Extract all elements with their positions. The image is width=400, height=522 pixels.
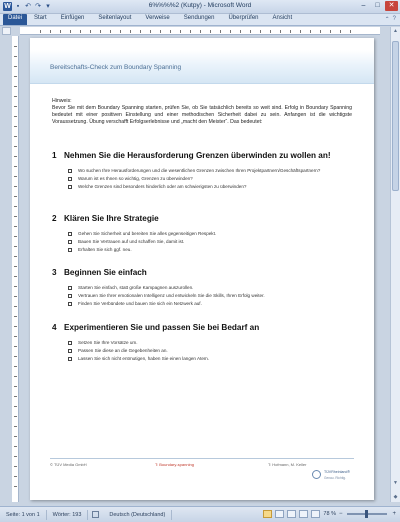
status-page[interactable]: Seite: 1 von 1 [0, 510, 47, 520]
hinweis-label: Hinweis: [52, 98, 72, 104]
customize-toolbar-icon[interactable]: ▾ [46, 2, 50, 10]
footer-copyright: © TÜV Media GmbH [50, 462, 87, 467]
footer-link[interactable]: T: Boundary-spanning [155, 462, 194, 467]
checkbox-icon[interactable] [68, 185, 72, 189]
checklist-item: Welche Grenzen sind besonders hinderlich oder am schwierigsten zu überwinden? [68, 184, 352, 190]
quick-access-toolbar [0, 2, 52, 11]
scroll-down-icon[interactable]: ▼ [393, 480, 398, 486]
ruler-toggle-button[interactable] [2, 27, 11, 35]
proofing-icon[interactable] [92, 511, 99, 518]
seal-line1: TÜVRheinland® [324, 470, 351, 474]
tuv-logo-icon [312, 470, 321, 479]
checklist-item: Gehen Sie Sicherheit und bereiten Sie alles gegenseitigen Respekt. [68, 231, 352, 237]
checkbox-icon[interactable] [68, 341, 72, 345]
checklist-item: Finden Sie Verbündete und bauen Sie sich ein Netzwerk auf. [68, 301, 352, 307]
document-title: Bereitschafts-Check zum Boundary Spanning [50, 64, 182, 71]
checkbox-icon[interactable] [68, 294, 72, 298]
window-title: 6%%%%2 (Kutpy) - Microsoft Word [148, 2, 252, 9]
page-footer [50, 458, 354, 498]
section-title: Beginnen Sie einfach [64, 268, 147, 277]
tab-ueberpruefen[interactable]: Überprüfen [228, 15, 259, 21]
title-bar [0, 0, 400, 14]
help-icon[interactable]: ? [392, 16, 396, 22]
vertical-ruler[interactable] [12, 36, 19, 502]
section-number: 1 [52, 151, 57, 160]
undo-icon[interactable]: ↶ [25, 2, 31, 10]
vertical-scrollbar[interactable] [390, 27, 400, 502]
word-app-icon[interactable]: W [4, 3, 11, 10]
scroll-thumb[interactable] [392, 41, 399, 191]
footer-divider [50, 458, 354, 459]
scroll-up-icon[interactable]: ▲ [393, 28, 398, 34]
checklist-item: Bauen Sie Vertrauen auf und schaffen Sie, damit ist. [68, 239, 352, 245]
maximize-button[interactable]: □ [375, 2, 380, 9]
page-nav-icon[interactable]: ◆ [393, 494, 398, 500]
tab-datei[interactable]: Datei [3, 14, 27, 25]
section-1 [52, 151, 352, 192]
ribbon-controls [385, 16, 396, 23]
checkbox-icon[interactable] [68, 177, 72, 181]
checkbox-icon[interactable] [68, 286, 72, 290]
checklist-item: Lassen Sie sich nicht entmutigen, haben Sie einen langen Atem. [68, 356, 352, 362]
section-4 [52, 323, 352, 364]
footer-author: T: Hofmann, M. Keller [268, 462, 307, 467]
ruler-ticks [14, 46, 17, 492]
draft-view-icon[interactable] [311, 510, 320, 518]
checkbox-icon[interactable] [68, 169, 72, 173]
tab-ansicht[interactable]: Ansicht [272, 15, 293, 21]
status-language[interactable]: Deutsch (Deutschland) [103, 510, 172, 520]
tab-start[interactable]: Start [34, 15, 47, 21]
zoom-in-icon[interactable]: + [392, 511, 396, 517]
web-layout-view-icon[interactable] [287, 510, 296, 518]
tab-einfuegen[interactable]: Einfügen [60, 15, 85, 21]
full-screen-view-icon[interactable] [275, 510, 284, 518]
section-number: 3 [52, 268, 57, 277]
checklist-item: Erhalten Sie sich ggf. neu. [68, 247, 352, 253]
horizontal-ruler[interactable] [20, 27, 380, 35]
checkbox-icon[interactable] [68, 357, 72, 361]
section-number: 4 [52, 323, 57, 332]
ruler-ticks [40, 30, 360, 33]
checklist-item: Warum ist es Ihnen so wichtig, Grenzen zu überwinden? [68, 176, 352, 182]
checklist-item: Setzen Sie Ihre Vorsätze um. [68, 340, 352, 346]
zoom-slider[interactable] [347, 513, 387, 515]
tab-sendungen[interactable]: Sendungen [183, 15, 215, 21]
zoom-level[interactable]: 78 % [323, 511, 336, 517]
section-heading [52, 268, 352, 277]
checklist-item: Passen Sie diese an die Gegebenheiten an. [68, 348, 352, 354]
hinweis-block [52, 98, 352, 125]
checkbox-icon[interactable] [68, 302, 72, 306]
section-heading [52, 214, 352, 223]
checkbox-icon[interactable] [68, 349, 72, 353]
minimize-button[interactable]: – [361, 2, 366, 9]
checkbox-icon[interactable] [68, 248, 72, 252]
status-bar [0, 506, 400, 522]
tuv-seal [312, 468, 352, 486]
save-icon[interactable]: ▪ [16, 2, 20, 10]
expand-ribbon-icon[interactable]: ⌃ [384, 17, 390, 23]
checklist-item: Starten Sie einfach, statt große Kampagnen auszurollen. [68, 285, 352, 291]
section-title: Nehmen Sie die Herausforderung Grenzen überwinden zu wollen an! [64, 151, 331, 160]
checklist-item: Wo suchen Ihre Herausforderungen und die wesentlichen Grenzen zwischen Ihren Projektpartnern/Geschäftspartnern? [68, 168, 352, 174]
redo-icon[interactable]: ↷ [35, 2, 41, 10]
section-title: Klären Sie Ihre Strategie [64, 214, 159, 223]
ribbon-tabs [0, 14, 400, 26]
status-words[interactable]: Wörter: 193 [47, 510, 89, 520]
tab-verweise[interactable]: Verweise [145, 15, 170, 21]
section-2 [52, 214, 352, 255]
outline-view-icon[interactable] [299, 510, 308, 518]
checkbox-icon[interactable] [68, 240, 72, 244]
checklist-item: Vertrauen Sie Ihrer emotionalen Intelligenz und entwickeln Sie die Skills, Ihren Erfolg weiter. [68, 293, 352, 299]
seal-line2: Genau. Richtig. [324, 476, 346, 480]
section-3 [52, 268, 352, 309]
close-button[interactable]: ✕ [385, 1, 398, 11]
window-controls [357, 1, 398, 11]
section-heading [52, 151, 352, 160]
print-layout-view-icon[interactable] [263, 510, 272, 518]
hinweis-text: Bevor Sie mit dem Boundary Spanning starten, prüfen Sie, ob Sie tatsächlich bereits so weit sind. Erfolg in Boundary Spanning bedeutet mit einer positiven Einstellung und einer methodischen Sicherheit dabei zu sein. Anfangen ist die wichtigste Voraussetzung. Übung verschafft Erfolgserlebnisse und „macht den Meister“. Das bedeutet: [52, 105, 352, 125]
checkbox-icon[interactable] [68, 232, 72, 236]
zoom-slider-knob[interactable] [365, 510, 368, 518]
section-number: 2 [52, 214, 57, 223]
zoom-out-icon[interactable]: − [338, 511, 343, 517]
section-heading [52, 323, 352, 332]
tab-seitenlayout[interactable]: Seitenlayout [98, 15, 132, 21]
document-page[interactable] [30, 38, 374, 500]
view-controls [263, 510, 396, 518]
section-title: Experimentieren Sie und passen Sie bei Bedarf an [64, 323, 260, 332]
